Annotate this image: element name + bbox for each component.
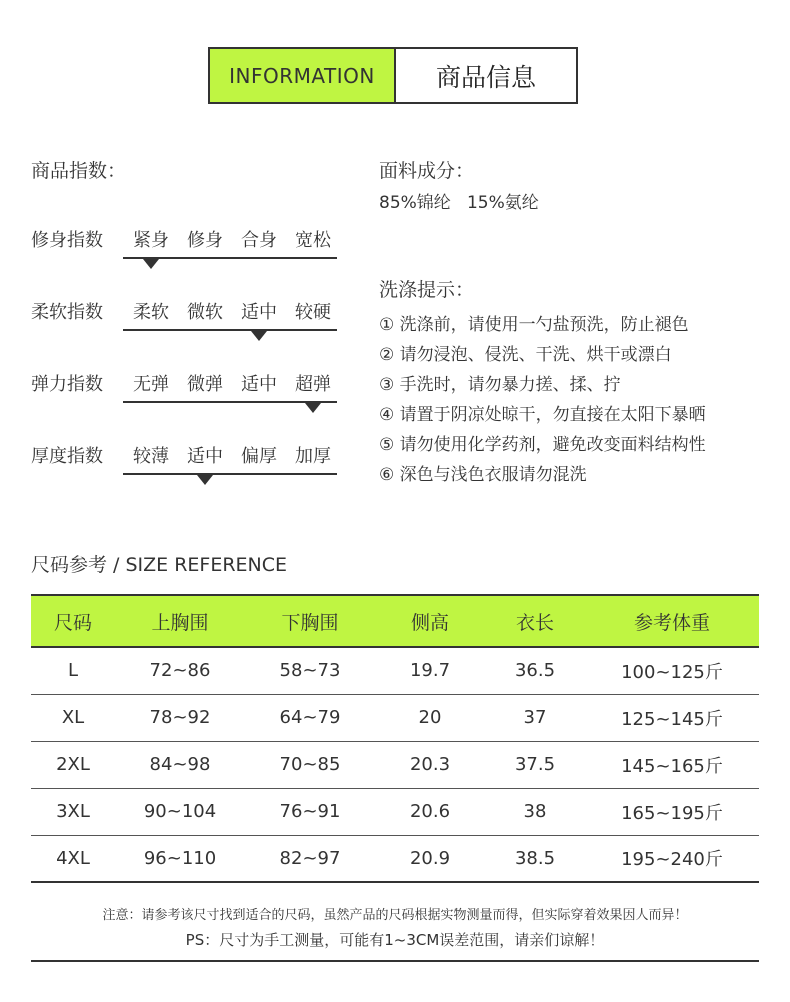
index-option: 宽松 [295, 230, 331, 251]
table-cell: L [31, 647, 115, 694]
size-table [31, 594, 759, 883]
table-cell: 38.5 [485, 835, 585, 882]
index-option: 加厚 [295, 446, 331, 467]
index-option: 较薄 [133, 446, 169, 467]
table-row [31, 835, 759, 882]
washing-item: ④ 请置于阴凉处晾干，勿直接在太阳下暴晒 [379, 405, 706, 425]
table-header-row [31, 595, 759, 647]
table-cell: 82~97 [245, 835, 375, 882]
index-option: 适中 [241, 374, 277, 395]
index-marker-icon [197, 475, 213, 485]
table-header: 尺码 [31, 595, 115, 647]
table-cell: 90~104 [115, 788, 245, 835]
index-option: 微弹 [187, 374, 223, 395]
table-cell: 64~79 [245, 694, 375, 741]
bottom-divider [31, 960, 759, 962]
washing-item: ⑥ 深色与浅色衣服请勿混洗 [379, 465, 587, 485]
index-scale-line [123, 329, 337, 331]
table-cell: 125~145斤 [585, 694, 759, 741]
table-cell: 96~110 [115, 835, 245, 882]
index-label: 柔软指数 [31, 302, 103, 323]
index-option: 超弹 [295, 374, 331, 395]
index-option: 无弹 [133, 374, 169, 395]
header-cn-label: 商品信息 [435, 62, 536, 92]
index-row-fit [31, 226, 341, 266]
washing-item: ③ 手洗时，请勿暴力搓、揉、拧 [379, 375, 621, 395]
index-marker-icon [251, 331, 267, 341]
index-row-softness [31, 298, 341, 338]
index-option: 微软 [187, 302, 223, 323]
table-row [31, 741, 759, 788]
index-option: 适中 [187, 446, 223, 467]
index-option: 适中 [241, 302, 277, 323]
index-marker-icon [305, 403, 321, 413]
washing-item: ② 请勿浸泡、侵洗、干洗、烘干或漂白 [379, 345, 672, 365]
table-cell: 20.6 [375, 788, 485, 835]
table-cell: 4XL [31, 835, 115, 882]
header-en-label: INFORMATION [210, 49, 396, 102]
measurement-note: PS：尺寸为手工测量，可能有1~3CM误差范围，请亲们谅解！ [185, 931, 605, 949]
index-option: 修身 [187, 230, 223, 251]
index-row-thickness [31, 442, 341, 482]
table-cell: 38 [485, 788, 585, 835]
table-header: 下胸围 [245, 595, 375, 647]
table-cell: 20.3 [375, 741, 485, 788]
table-header: 上胸围 [115, 595, 245, 647]
table-cell: 20.9 [375, 835, 485, 882]
washing-item: ① 洗涤前，请使用一勺盐预洗，防止褪色 [379, 315, 689, 335]
table-cell: 145~165斤 [585, 741, 759, 788]
table-cell: 76~91 [245, 788, 375, 835]
index-options [124, 226, 340, 252]
index-options [124, 298, 340, 324]
table-cell: 19.7 [375, 647, 485, 694]
table-row [31, 647, 759, 694]
index-label: 修身指数 [31, 230, 103, 251]
size-reference-title: 尺码参考 / SIZE REFERENCE [31, 554, 288, 576]
table-cell: XL [31, 694, 115, 741]
index-option: 较硬 [295, 302, 331, 323]
index-scale-line [123, 473, 337, 475]
table-cell: 195~240斤 [585, 835, 759, 882]
table-row [31, 694, 759, 741]
index-label: 弹力指数 [31, 374, 103, 395]
info-header [208, 47, 578, 104]
index-options [124, 442, 340, 468]
index-option: 柔软 [133, 302, 169, 323]
index-marker-icon [143, 259, 159, 269]
table-header: 侧高 [375, 595, 485, 647]
table-cell: 100~125斤 [585, 647, 759, 694]
table-cell: 37 [485, 694, 585, 741]
washing-item: ⑤ 请勿使用化学药剂，避免改变面料结构性 [379, 435, 706, 455]
table-cell: 72~86 [115, 647, 245, 694]
washing-list [379, 310, 706, 490]
table-cell: 70~85 [245, 741, 375, 788]
table-cell: 36.5 [485, 647, 585, 694]
index-options [124, 370, 340, 396]
table-cell: 20 [375, 694, 485, 741]
table-cell: 37.5 [485, 741, 585, 788]
table-cell: 3XL [31, 788, 115, 835]
table-cell: 2XL [31, 741, 115, 788]
table-row [31, 788, 759, 835]
table-header: 衣长 [485, 595, 585, 647]
table-cell: 84~98 [115, 741, 245, 788]
fabric-value: 85%锦纶 15%氨纶 [379, 193, 539, 213]
product-index-title: 商品指数： [31, 160, 127, 182]
table-cell: 165~195斤 [585, 788, 759, 835]
index-option: 紧身 [133, 230, 169, 251]
index-label: 厚度指数 [31, 446, 103, 467]
index-row-elasticity [31, 370, 341, 410]
washing-title: 洗涤提示： [379, 279, 475, 301]
table-cell: 78~92 [115, 694, 245, 741]
index-option: 合身 [241, 230, 277, 251]
table-cell: 58~73 [245, 647, 375, 694]
fabric-title: 面料成分： [379, 160, 475, 182]
size-note: 注意：请参考该尺寸找到适合的尺码，虽然产品的尺码根据实物测量而得，但实际穿着效果因人而异！ [102, 908, 688, 923]
table-header: 参考体重 [585, 595, 759, 647]
index-option: 偏厚 [241, 446, 277, 467]
